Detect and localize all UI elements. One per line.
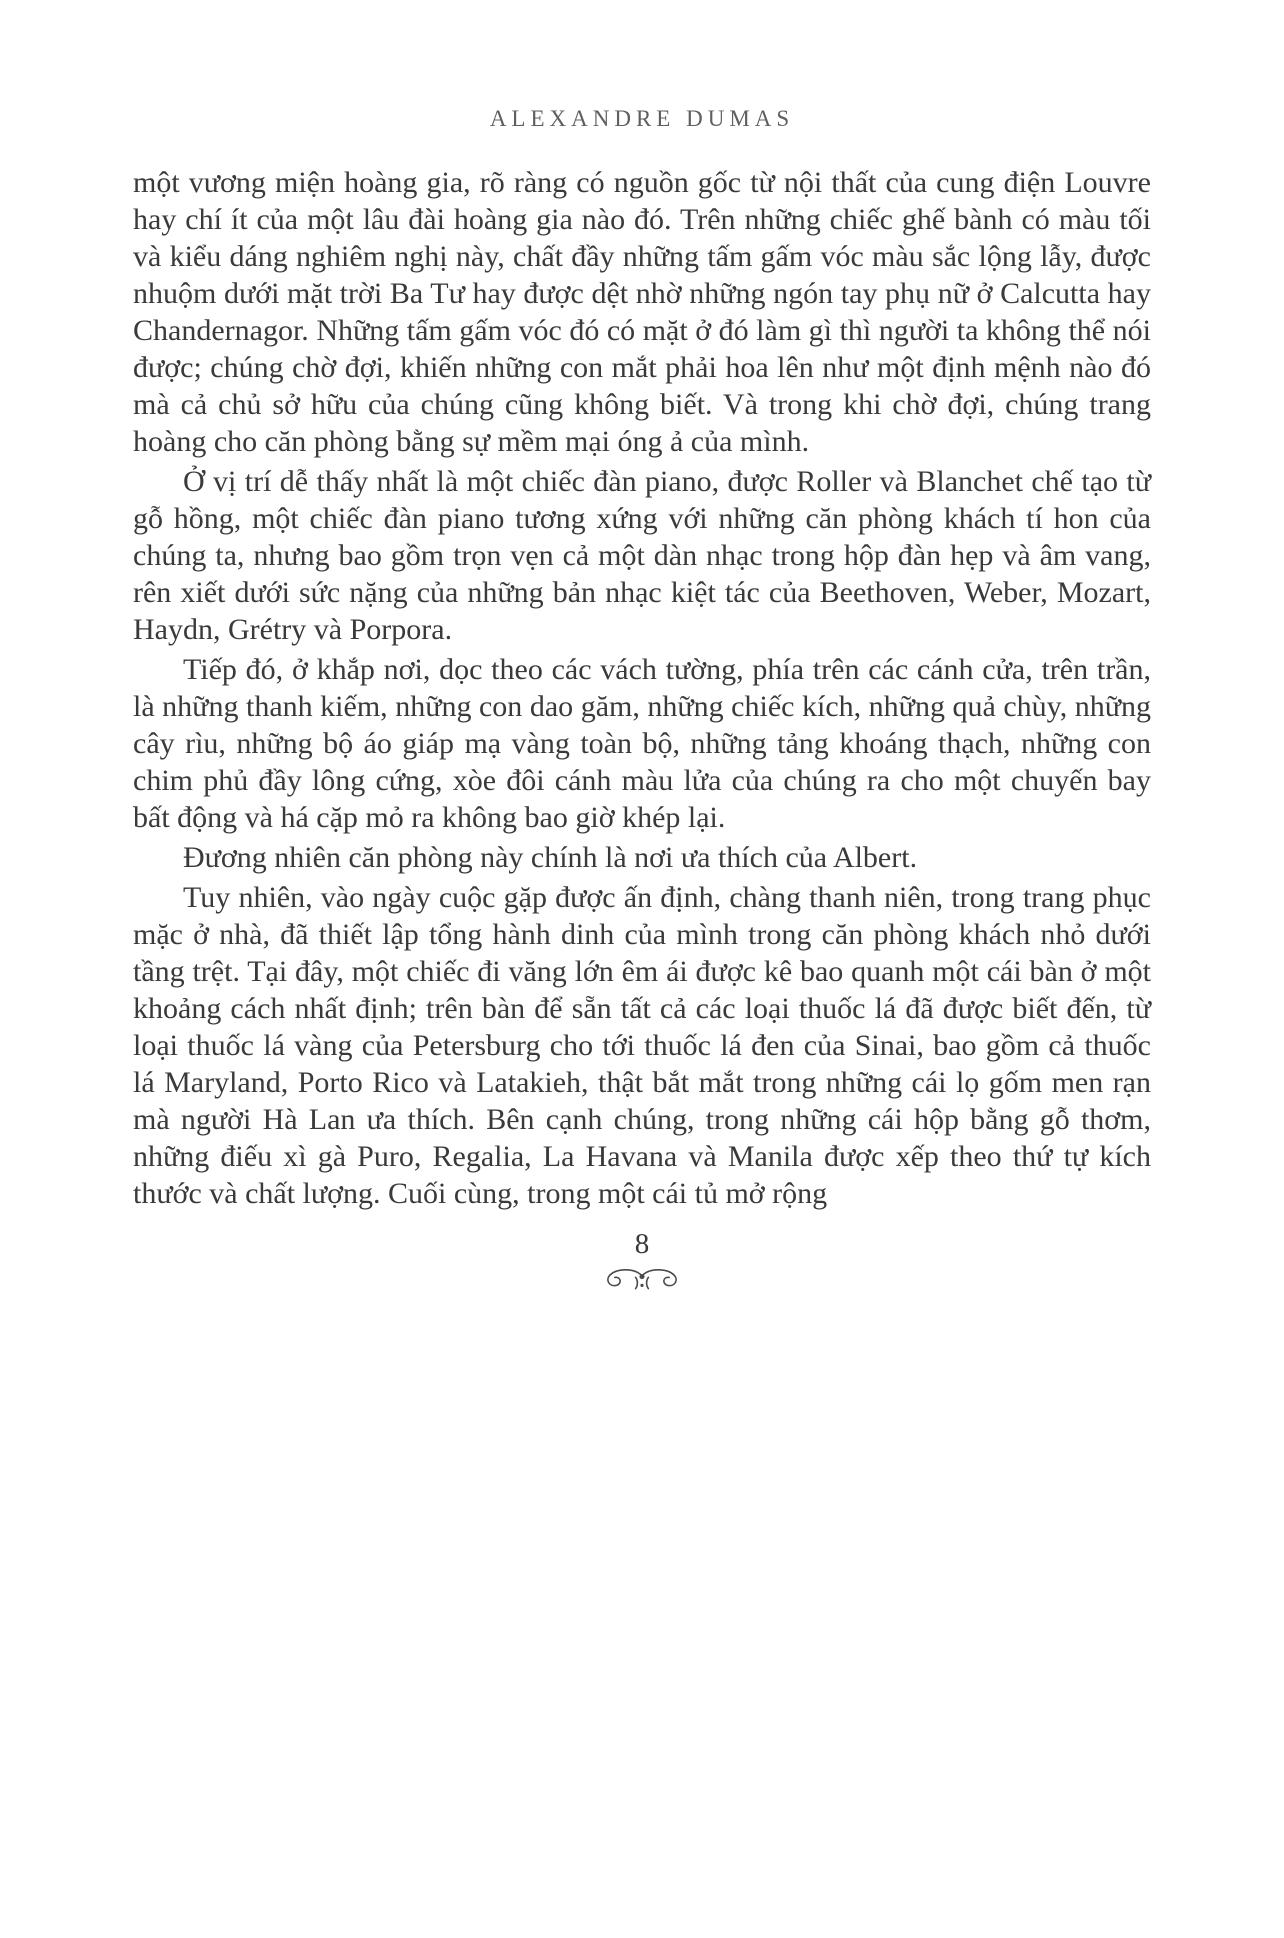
paragraph: Ở vị trí dễ thấy nhất là một chiếc đàn piano, được Roller và Blanchet chế tạo từ gỗ hồng, một chiếc đàn piano tương xứng với những căn phòng khách tí hon của chúng ta, nhưng bao gồm trọn vẹn cả một dàn nhạc trong hộp đàn hẹp và âm vang, rên xiết dưới sức nặng của những bản nhạc kiệt tác của Beethoven, Weber, Mozart, Haydn, Grétry và Porpora.	[133, 465, 1151, 646]
page-body	[133, 164, 1151, 1212]
paragraph: Đương nhiên căn phòng này chính là nơi ưa thích của Albert.	[183, 841, 918, 874]
flourish-icon	[594, 1279, 690, 1296]
page-footer	[0, 1228, 1284, 1297]
paragraph: Tuy nhiên, vào ngày cuộc gặp được ấn định, chàng thanh niên, trong trang phục mặc ở nhà, đã thiết lập tổng hành dinh của mình trong căn phòng khách nhỏ dưới tầng trệt. Tại đây, một chiếc đi văng lớn êm ái được kê bao quanh một cái bàn ở một khoảng cách nhất định; trên bàn để sẵn tất cả các loại thuốc lá đã được biết đến, từ loại thuốc lá vàng của Petersburg cho tới thuốc lá đen của Sinai, bao gồm cả thuốc lá Maryland, Porto Rico và Latakieh, thật bắt mắt trong những cái lọ gốm men rạn mà người Hà Lan ưa thích. Bên cạnh chúng, trong những cái hộp bằng gỗ thơm, những điếu xì gà Puro, Regalia, La Havana và Manila được xếp theo thứ tự kích thước và chất lượng. Cuối cùng, trong một cái tủ mở rộng	[133, 881, 1151, 1210]
footer-ornament	[0, 1266, 1284, 1297]
paragraph: Tiếp đó, ở khắp nơi, dọc theo các vách tường, phía trên các cánh cửa, trên trần, là những thanh kiếm, những con dao găm, những chiếc kích, những quả chùy, những cây rìu, những bộ áo giáp mạ vàng toàn bộ, những tảng khoáng thạch, những con chim phủ đầy lông cứng, xòe đôi cánh màu lửa của chúng ra cho một chuyến bay bất động và há cặp mỏ ra không bao giờ khép lại.	[133, 653, 1151, 834]
running-header-author: ALEXANDRE DUMAS	[489, 106, 795, 131]
page-number: 8	[634, 1228, 650, 1260]
paragraph: một vương miện hoàng gia, rõ ràng có nguồn gốc từ nội thất của cung điện Louvre hay chí ít của một lâu đài hoàng gia nào đó. Trên những chiếc ghế bành có màu tối và kiểu dáng nghiêm nghị này, chất đầy những tấm gấm vóc màu sắc lộng lẫy, được nhuộm dưới mặt trời Ba Tư hay được dệt nhờ những ngón tay phụ nữ ở Calcutta hay Chandernagor. Những tấm gấm vóc đó có mặt ở đó làm gì thì người ta không thể nói được; chúng chờ đợi, khiến những con mắt phải hoa lên như một định mệnh nào đó mà cả chủ sở hữu của chúng cũng không biết. Và trong khi chờ đợi, chúng trang hoàng cho căn phòng bằng sự mềm mại óng ả của mình.	[133, 166, 1151, 458]
